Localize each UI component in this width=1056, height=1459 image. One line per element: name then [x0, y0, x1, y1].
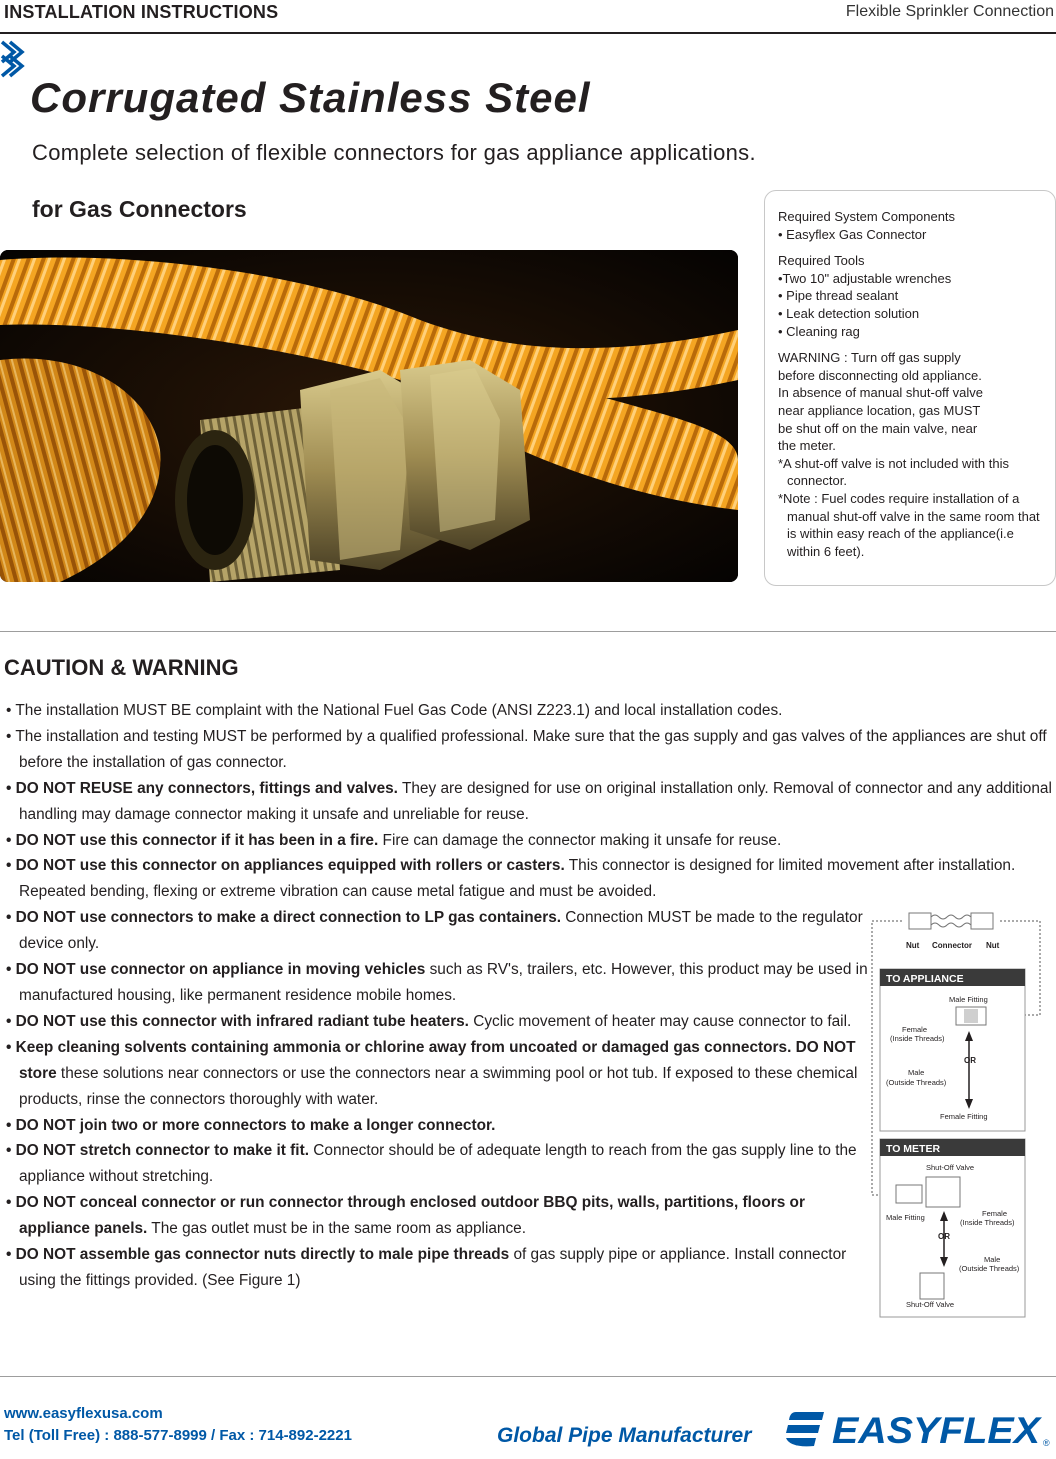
- caution-heading: CAUTION & WARNING: [4, 655, 239, 680]
- figure-label: Connector: [932, 941, 972, 950]
- footer-divider: [0, 1376, 1056, 1377]
- tool-item: • Pipe thread sealant: [778, 288, 899, 304]
- figure-label: Male: [908, 1068, 925, 1077]
- warning-line: be shut off on the main valve, near: [778, 420, 978, 436]
- figure-label: (Inside Threads): [890, 1034, 945, 1043]
- logo-mark-icon: [786, 1412, 824, 1446]
- list-item: • DO NOT stretch connector to make it fit. Connector should be of adequate length to reach from the gas supply line to the appliance without stretching.: [6, 1142, 857, 1186]
- figure-label: Shut-Off Valve: [906, 1300, 955, 1309]
- product-category: Flexible Sprinkler Connection: [845, 3, 1054, 20]
- component-item: • Easyflex Gas Connector: [778, 226, 927, 242]
- list-item: • DO NOT use connector on appliance in moving vehicles such as RV's, trailers, etc. However, this product may be used in manufactured housing, like permanent residence mobile homes.: [6, 961, 868, 1004]
- tool-item: •Two 10" adjustable wrenches: [778, 270, 952, 286]
- fuel-code-note: *Note : Fuel codes require installation of a manual shut-off valve in the same room that is within easy reach of the appliance(i.e within 6 feet).: [778, 490, 1040, 559]
- product-photo: [0, 250, 738, 582]
- figure-label: Female Fitting: [940, 1112, 988, 1121]
- warning-line: the meter.: [778, 438, 836, 454]
- figure-label: OR: [964, 1056, 976, 1065]
- tagline: Global Pipe Manufacturer: [497, 1424, 752, 1447]
- requirements-panel: [764, 190, 1056, 586]
- page-title: Corrugated Stainless Steel: [30, 74, 591, 121]
- figure-label: Female: [902, 1025, 928, 1034]
- easyflex-logo: [786, 1406, 1054, 1450]
- list-item: • DO NOT use this connector on appliances equipped with rollers or casters. This connector is designed for limited movement after installation. Repeated bending, flexing or extreme vibration can cause metal fatigue and must be avoided.: [6, 857, 1016, 901]
- warning-line: near appliance location, gas MUST: [778, 402, 981, 418]
- logo-wordmark: EASYFLEX: [832, 1410, 1043, 1450]
- figure-label: (Outside Threads): [886, 1078, 947, 1087]
- installation-figure: [864, 905, 1054, 1320]
- list-item: • The installation MUST BE complaint with the National Fuel Gas Code (ANSI Z223.1) and local installation codes.: [6, 702, 783, 719]
- list-item: • DO NOT conceal connector or run connector through enclosed outdoor BBQ pits, walls, partitions, floors or appliance panels. The gas outlet must be in the same room as appliance.: [6, 1194, 805, 1238]
- header-divider: [0, 32, 1056, 34]
- shutoff-note: *A shut-off valve is not included with this connector.: [778, 455, 1009, 489]
- website-link[interactable]: www.easyflexusa.com: [4, 1405, 163, 1422]
- components-heading: Required System Components: [778, 209, 956, 224]
- tool-item: • Leak detection solution: [778, 305, 920, 321]
- list-item: • DO NOT REUSE any connectors, fittings and valves. They are designed for use on original installation only. Removal of connector and any additional handling may damage connector making it unsafe and unreliable for reuse.: [6, 779, 1052, 823]
- list-item: • The installation and testing MUST be performed by a qualified professional. Make sure that the gas supply and gas valves of the appliances are shut off before the installation of gas connector.: [6, 727, 1047, 771]
- figure-label: Nut: [986, 941, 1000, 950]
- figure-label: (Outside Threads): [959, 1264, 1020, 1273]
- figure-label: Male: [984, 1255, 1001, 1264]
- registered-mark: ®: [1043, 1438, 1050, 1448]
- figure-label: Nut: [906, 941, 920, 950]
- list-item: • DO NOT use this connector if it has been in a fire. Fire can damage the connector making it unsafe for reuse.: [6, 831, 782, 849]
- tool-item: • Cleaning rag: [778, 323, 860, 339]
- figure-label: Shut-Off Valve: [926, 1163, 975, 1172]
- list-item: • DO NOT use this connector with infrared radiant tube heaters. Cyclic movement of heater may cause connector to fail.: [6, 1012, 852, 1030]
- list-item: • Keep cleaning solvents containing ammonia or chlorine away from uncoated or damaged gas connectors. DO NOT store these solutions near connectors or use the connectors near a swimming pool or hot tub. If exposed to these chemical products, rinse the connectors thoroughly with water.: [6, 1038, 858, 1108]
- tools-heading: Required Tools: [778, 253, 865, 269]
- warning-line: In absence of manual shut-off valve: [778, 385, 983, 401]
- list-item: • DO NOT join two or more connectors to make a longer connector.: [6, 1116, 496, 1134]
- section-divider: [0, 631, 1056, 632]
- doc-type-heading: INSTALLATION INSTRUCTIONS: [4, 2, 279, 22]
- section-label: for Gas Connectors: [32, 196, 247, 222]
- list-item: • DO NOT use connectors to make a direct connection to LP gas containers. Connection MUST be made to the regulator device only.: [6, 909, 863, 953]
- list-item: • DO NOT assemble gas connector nuts directly to male pipe threads of gas supply pipe or appliance. Install connector using the fittings provided. (See Figure 1): [6, 1246, 847, 1289]
- connector-diagram: [909, 913, 993, 929]
- appliance-heading: TO APPLIANCE: [886, 973, 964, 985]
- page-subtitle: Complete selection of flexible connectors for gas appliance applications.: [32, 140, 756, 165]
- figure-label: Female: [982, 1209, 1008, 1218]
- contact-phone: Tel (Toll Free) : 888-577-8999 / Fax : 714-892-2221: [4, 1427, 352, 1444]
- figure-label: Male Fitting: [886, 1213, 925, 1222]
- figure-label: OR: [938, 1232, 950, 1241]
- warning-line: before disconnecting old appliance.: [778, 367, 982, 383]
- meter-heading: TO METER: [886, 1143, 941, 1155]
- figure-label: (Inside Threads): [960, 1218, 1015, 1227]
- figure-label: Male Fitting: [949, 995, 988, 1004]
- warning-line: WARNING : Turn off gas supply: [778, 350, 961, 366]
